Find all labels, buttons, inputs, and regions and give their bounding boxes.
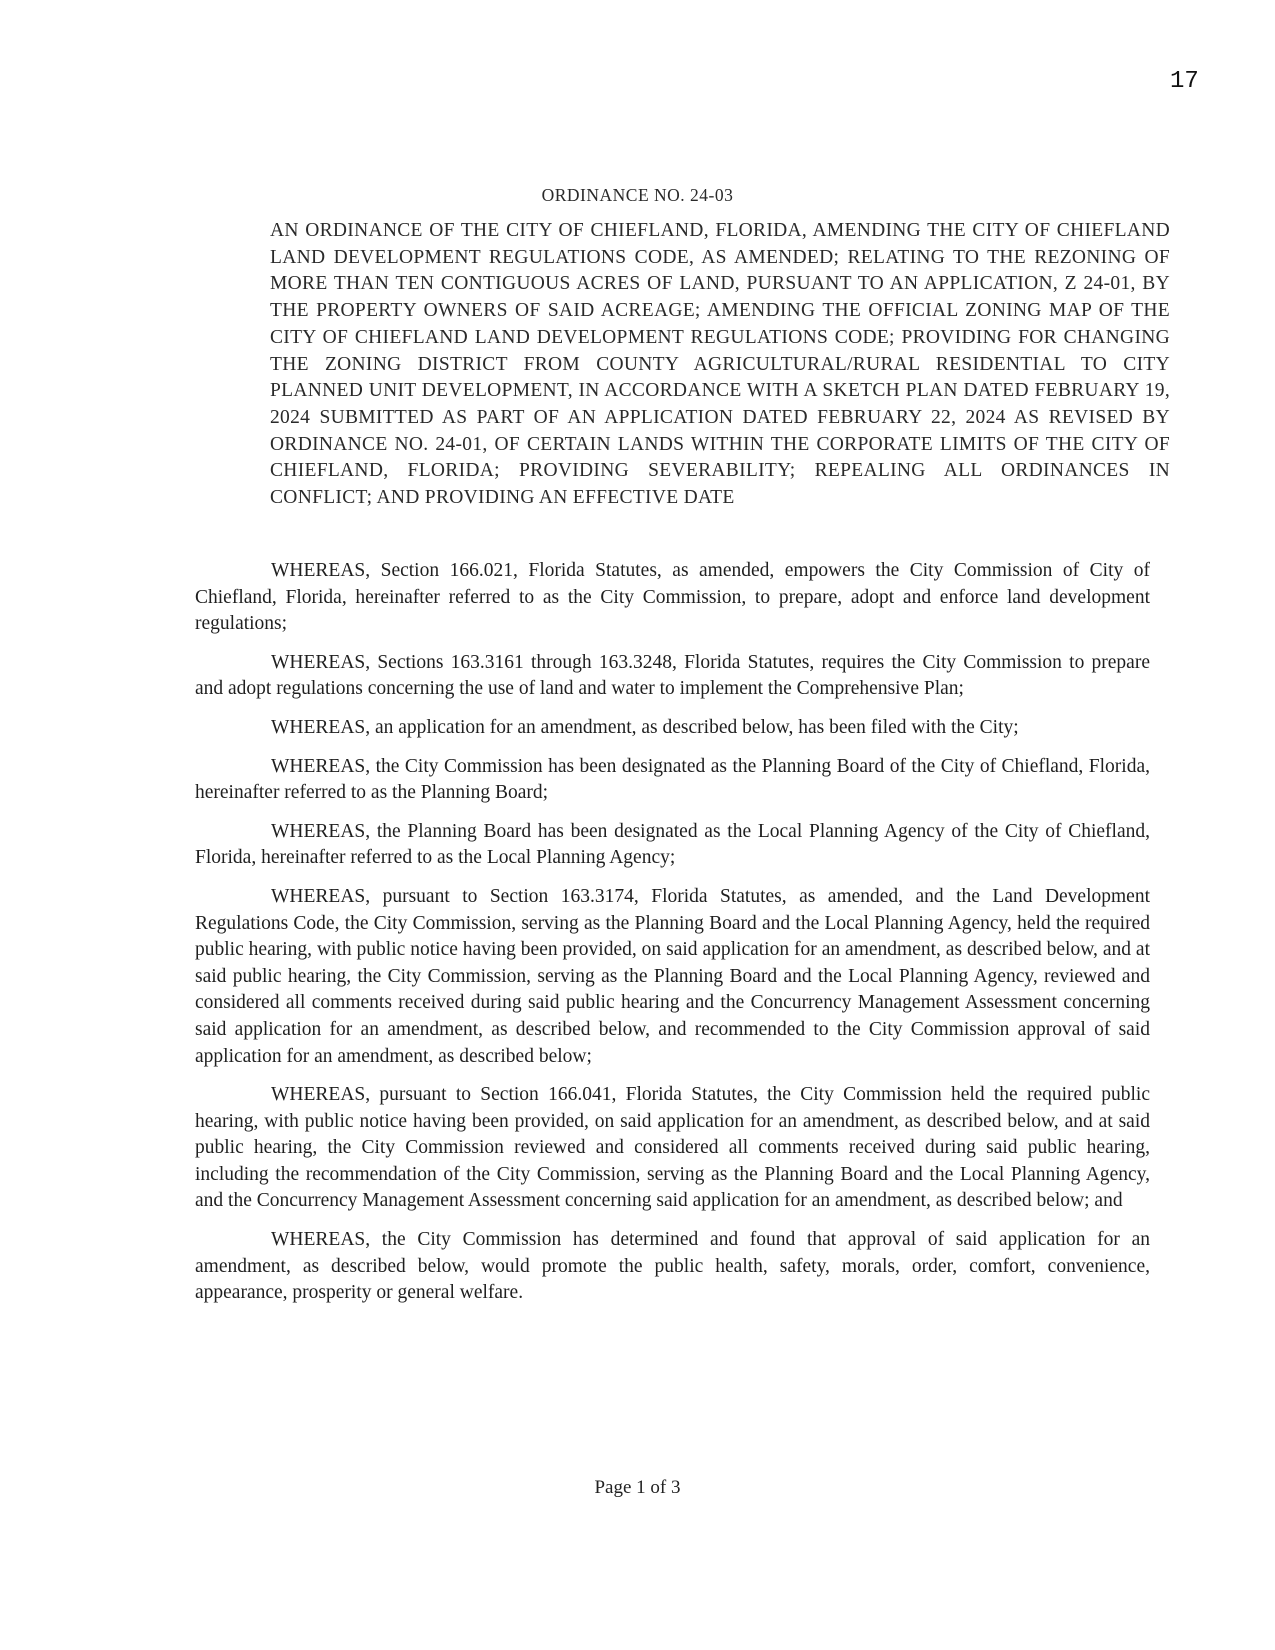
whereas-paragraph: WHEREAS, an application for an amendment, as described below, has been filed with the City;: [271, 716, 1019, 738]
whereas-paragraph: WHEREAS, the Planning Board has been designated as the Local Planning Agency of the City of Chiefland, Florida, hereinafter referred to as the Local Planning Agency;: [195, 820, 1150, 869]
ordinance-caption: AN ORDINANCE OF THE CITY OF CHIEFLAND, FLORIDA, AMENDING THE CITY OF CHIEFLAND LAND DEVELOPMENT REGULATIONS CODE, AS AMENDED; RELATING TO THE REZONING OF MORE THAN TEN CONTIGUOUS ACRES OF LAND, PURSUANT TO AN APPLICATION, Z 24-01, BY THE PROPERTY OWNERS OF SAID ACREAGE; AMENDING THE OFFICIAL ZONING MAP OF THE CITY OF CHIEFLAND LAND DEVELOPMENT REGULATIONS CODE; PROVIDING FOR CHANGING THE ZONING DISTRICT FROM COUNTY AGRICULTURAL/RURAL RESIDENTIAL TO CITY PLANNED UNIT DEVELOPMENT, IN ACCORDANCE WITH A SKETCH PLAN DATED FEBRUARY 19, 2024 SUBMITTED AS PART OF AN APPLICATION DATED FEBRUARY 22, 2024 AS REVISED BY ORDINANCE NO. 24-01, OF CERTAIN LANDS WITHIN THE CORPORATE LIMITS OF THE CITY OF CHIEFLAND, FLORIDA; PROVIDING SEVERABILITY; REPEALING ALL ORDINANCES IN CONFLICT; AND PROVIDING AN EFFECTIVE DATE: [270, 220, 1170, 509]
page-footer: Page 1 of 3: [594, 1477, 681, 1498]
ordinance-title: ORDINANCE NO. 24-03: [541, 185, 734, 205]
whereas-paragraph: WHEREAS, Sections 163.3161 through 163.3248, Florida Statutes, requires the City Commission to prepare and adopt regulations concerning the use of land and water to implement the Comprehensive Plan;: [195, 651, 1150, 700]
whereas-paragraph: WHEREAS, Section 166.021, Florida Statutes, as amended, empowers the City Commission of City of Chiefland, Florida, hereinafter referred to as the City Commission, to prepare, adopt and enforce land development regulations;: [195, 560, 1150, 635]
whereas-paragraph: WHEREAS, pursuant to Section 163.3174, Florida Statutes, as amended, and the Land Development Regulations Code, the City Commission, serving as the Planning Board and the Local Planning Agency, held the required public hearing, with public notice having been provided, on said application for an amendment, as described below, and at said public hearing, the City Commission, serving as the Planning Board and the Local Planning Agency, reviewed and considered all comments received during said public hearing and the Concurrency Management Assessment concerning said application for an amendment, as described below, and recommended to the City Commission approval of said application for an amendment, as described below;: [195, 885, 1150, 1067]
whereas-clauses: [195, 558, 1150, 1319]
whereas-paragraph: WHEREAS, the City Commission has determined and found that approval of said application for an amendment, as described below, would promote the public health, safety, morals, order, comfort, convenience, appearance, prosperity or general welfare.: [195, 1229, 1150, 1304]
page-number: 17: [1170, 68, 1199, 95]
whereas-paragraph: WHEREAS, pursuant to Section 166.041, Florida Statutes, the City Commission held the required public hearing, with public notice having been provided, on said application for an amendment, as described below, and at said public hearing, the City Commission reviewed and considered all comments received during said public hearing, including the recommendation of the City Commission, serving as the Planning Board and the Local Planning Agency, and the Concurrency Management Assessment concerning said application for an amendment, as described below; and: [195, 1084, 1150, 1212]
whereas-paragraph: WHEREAS, the City Commission has been designated as the Planning Board of the City of Chiefland, Florida, hereinafter referred to as the Planning Board;: [195, 755, 1150, 804]
